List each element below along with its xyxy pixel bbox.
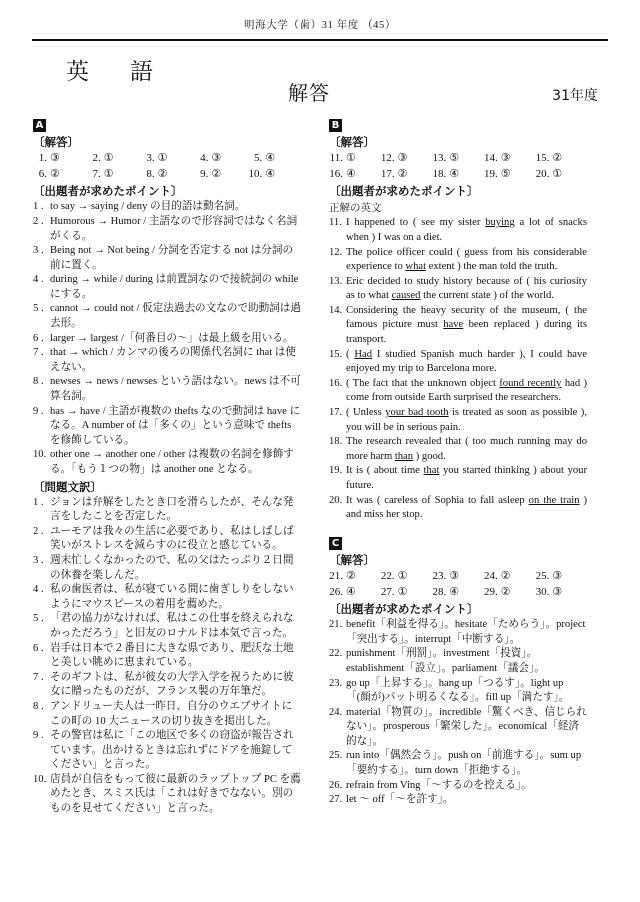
answer-cell-22 (381, 569, 433, 585)
answer-number: 30. (535, 585, 550, 598)
answer-cell-15 (535, 151, 587, 167)
answer-row (329, 585, 587, 601)
answer-row (33, 167, 302, 183)
answer-row (329, 151, 587, 167)
answer-choice: ④ (449, 585, 460, 598)
point-item-text: It was ( careless of Sophia to fall asleep on the train ) and miss her stop. (346, 494, 587, 521)
translation-item-text: ユーモアは我々の生活に必要であり、私はしばしば笑いがストレスを減らすのに役立と感じている。 (50, 525, 294, 552)
point-item (33, 273, 302, 302)
answer-cell-23 (432, 569, 484, 585)
point-item-text: newses → news / newses という語はない。news は不可算名詞。 (50, 376, 301, 403)
answer-cell-24 (484, 569, 536, 585)
point-item (329, 377, 587, 406)
point-item-text: It is ( about time that you started thinking ) about your future. (346, 465, 587, 492)
point-item-text: go up「上昇する」。hang up「つるす」。light up「(顔が)パット明るくなる」。fill up「満たす」。 (346, 677, 570, 704)
year-label: 31年度 (552, 88, 598, 104)
answer-number: 28. (432, 585, 447, 598)
point-item-label: 7 . (33, 347, 44, 359)
translation-item-text: 「君の協力がなければ、私はこの仕事を終えられなかっただろう」と旧友のロナルドは本気で言った。 (50, 613, 294, 639)
point-item-text: material「物質の」。incredible「驚くべき、信じられない」。prosperous「繁栄した」。economical「経済的な」。 (346, 706, 587, 747)
point-item-label: 2 . (33, 215, 44, 227)
point-item (329, 348, 587, 377)
column-right (310, 115, 587, 808)
answer-cell-1 (33, 151, 87, 167)
answer-choice: ③ (211, 152, 222, 165)
point-item (33, 448, 302, 477)
section-c-points-heading: 〔出題者が求めたポイント〕 (329, 602, 479, 617)
point-item-text: run into「偶然会う」。push on「前進する」。sum up「要約する」。turn down「拒絶する」。 (346, 750, 582, 777)
answer-cell-11 (329, 151, 381, 167)
answer-cell-20 (535, 167, 587, 183)
answer-number: 3. (146, 152, 155, 165)
answer-choice: ① (397, 585, 408, 598)
answer-number: 20. (535, 167, 550, 180)
answer-choice: ③ (397, 152, 408, 165)
point-item (329, 275, 587, 304)
point-item-label: 18. (329, 436, 343, 448)
section-a-translation-heading: 〔問題文訳〕 (33, 479, 102, 494)
translation-item-text: 私の歯医者は、私が寝ている間に歯ぎしりをしないようにマウスピースの着用を薦めた。 (50, 584, 294, 610)
point-item-label: 22. (329, 648, 343, 660)
translation-item (33, 525, 302, 554)
answer-number: 26. (329, 585, 343, 598)
section-b-answers-heading: 〔解答〕 (329, 135, 375, 150)
answer-choice: ① (397, 570, 408, 583)
point-item-label: 20. (329, 494, 343, 506)
point-item-label: 25. (329, 750, 343, 762)
column-left (33, 115, 310, 817)
point-item-label: 11. (329, 217, 342, 229)
answer-number: 16. (329, 167, 343, 180)
translation-item-label: 5 . (33, 613, 44, 625)
point-item (33, 405, 302, 449)
translation-item (33, 554, 302, 583)
point-item (329, 406, 587, 435)
section-marker-c: C (329, 537, 342, 550)
answer-number: 23. (432, 570, 447, 583)
answer-row (329, 569, 587, 585)
point-item-text: benefit「利益を得る」。hesitate「ためらう」。project「突出する」。interrupt「中断する」。 (346, 619, 586, 645)
point-item-text: has → have / 主語が複数の thefts なので動詞は have になる。A number of は「多くの」という意味で thefts を修飾している。 (50, 405, 301, 446)
answer-cell-8 (141, 167, 195, 183)
section-c-points-list (329, 618, 587, 808)
translation-item (33, 496, 302, 525)
answer-number: 18. (432, 167, 447, 180)
answer-cell-26 (329, 585, 381, 601)
translation-item (33, 612, 302, 641)
translation-item-label: 2 . (33, 525, 44, 537)
answer-choice: ② (50, 167, 60, 180)
point-item (329, 706, 587, 750)
answer-cell-16 (329, 167, 381, 183)
translation-item-label: 3 . (33, 554, 44, 566)
page-title: 英 語 (66, 59, 162, 85)
answer-choice: ② (552, 152, 563, 165)
point-item (329, 464, 587, 493)
answer-choice: ④ (265, 152, 276, 165)
point-item-text: Considering the heavy security of the museum, ( the famous picture must have been replaced ) during its transport. (346, 304, 587, 346)
point-item-label: 27. (329, 794, 343, 806)
answer-cell-5 (248, 151, 302, 167)
answer-choice: ② (500, 570, 511, 583)
point-item-label: 26. (329, 779, 343, 791)
point-item (329, 647, 587, 676)
point-item-label: 3 . (33, 245, 44, 257)
point-item-text: ( Unless your bad tooth is treated as soon as possible ), you will be in serious pain. (346, 407, 587, 433)
point-item-text: punishment「刑罰」。investment「投資」。establishment「設立」。parliament「議会」。 (346, 648, 545, 674)
section-b-points-heading: 〔出題者が求めたポイント〕 (329, 184, 479, 199)
answer-number: 6. (38, 167, 47, 180)
point-item-text: Humorous → Humor / 主語なので形容詞ではなく名詞がくる。 (50, 215, 298, 242)
answer-number: 8. (146, 167, 155, 180)
two-column-body (33, 115, 607, 817)
point-item-label: 4 . (33, 274, 44, 286)
point-item-text: let 〜 off「〜を許す」。 (346, 794, 454, 806)
answer-choice: ① (552, 167, 563, 180)
point-item-text: other one → another one / other は複数の名詞を修飾する。「もう１つの物」は another one となる。 (50, 449, 294, 476)
answer-number: 11. (329, 152, 343, 165)
answer-cell-13 (432, 151, 484, 167)
answer-number: 1. (38, 152, 47, 165)
section-c-answer-key (329, 569, 587, 600)
translation-item (33, 583, 302, 612)
answer-cell-30 (535, 585, 587, 601)
translation-item-label: 1 . (33, 496, 44, 508)
point-item-label: 16. (329, 377, 343, 389)
answer-cell-29 (484, 585, 536, 601)
point-item-text: ( Had I studied Spanish much harder ), I could have enjoyed my trip to Barcelona more. (346, 348, 587, 375)
answer-number: 15. (535, 152, 550, 165)
point-item-label: 10. (33, 449, 47, 461)
answer-cell-3 (141, 151, 195, 167)
answer-number: 7. (92, 167, 101, 180)
point-item-label: 6 . (33, 332, 44, 344)
point-item (329, 677, 587, 706)
section-a-points-heading: 〔出題者が求めたポイント〕 (33, 184, 183, 199)
point-item-label: 24. (329, 706, 343, 718)
answer-choice: ② (211, 167, 222, 180)
running-head: 明海大学（歯）31 年度 （45） (244, 20, 396, 31)
answer-heading: 解答 (288, 81, 330, 105)
point-item (329, 435, 587, 464)
translation-item-label: 9 . (33, 730, 44, 742)
answer-cell-21 (329, 569, 381, 585)
answer-number: 17. (380, 167, 395, 180)
answer-cell-7 (87, 167, 141, 183)
point-item (329, 793, 587, 808)
translation-item-text: 岩手は日本で２番目に大きな県であり、肥沃な土地と美しい眺めに恵まれている。 (50, 642, 294, 669)
translation-item-label: 10. (33, 773, 47, 785)
point-item-label: 5 . (33, 303, 44, 315)
answer-choice: ① (103, 167, 114, 180)
translation-item-label: 6 . (33, 642, 44, 654)
answer-cell-9 (194, 167, 248, 183)
answer-choice: ④ (265, 167, 276, 180)
answer-number: 12. (380, 152, 395, 165)
point-item (33, 346, 302, 375)
answer-cell-25 (535, 569, 587, 585)
point-item-label: 17. (329, 407, 343, 419)
answer-choice: ① (157, 152, 168, 165)
point-item-text: The research revealed that ( too much running may do more harm than ) good. (346, 436, 587, 462)
answer-number: 5. (253, 152, 263, 165)
point-item-text: cannot → could not / 仮定法過去の文なので助動詞は過去形。 (50, 303, 301, 330)
point-item-label: 9 . (33, 405, 44, 417)
answer-choice: ② (500, 585, 511, 598)
point-item-text: ( The fact that the unknown object found recently had ) come from outside Earth surprised the researchers. (346, 377, 587, 404)
point-item (33, 244, 302, 273)
point-item-text: during → while / during は前置詞なので接続詞の while にする。 (50, 274, 299, 300)
answer-number: 24. (484, 570, 498, 583)
answer-cell-14 (484, 151, 536, 167)
point-item (33, 200, 302, 215)
section-marker-a: A (33, 119, 46, 132)
translation-item-text: その警官は私に「この地区で多くの窃盗が報告されています。出かけるときは忘れずにドアを施錠してください」と言った。 (50, 730, 294, 771)
answer-choice: ⑤ (449, 152, 460, 165)
section-b-answer-key (329, 151, 587, 182)
answer-number: 22. (380, 570, 395, 583)
answer-choice: ④ (346, 167, 356, 180)
point-item-text: Eric decided to study history because of ( his curiosity as to what caused the current state ) of the world. (346, 275, 587, 302)
answer-cell-2 (87, 151, 141, 167)
answer-cell-10 (248, 167, 302, 183)
point-item (329, 304, 587, 348)
answer-choice: ③ (500, 152, 511, 165)
correct-english-note: 正解の英文 (329, 202, 382, 215)
answer-choice: ② (157, 167, 168, 180)
section-a-answer-key (33, 151, 302, 182)
point-item (329, 618, 587, 647)
section-a-points-list (33, 200, 302, 477)
answer-cell-4 (194, 151, 248, 167)
answer-number: 13. (432, 152, 447, 165)
answer-number: 29. (484, 585, 498, 598)
translation-item-label: 4 . (33, 584, 44, 596)
answer-number: 19. (484, 167, 498, 180)
translation-item-text: アンドリュー夫人は一昨日、自分のウエブサイトにこの町の 10 大ニュースの切り抜きを掲出した。 (50, 700, 293, 727)
point-item-text: that → which / カンマの後ろの関係代名詞に that は使えない。 (50, 347, 296, 373)
point-item-text: refrain from Ving「〜するのを控える」。 (346, 779, 532, 791)
point-item-label: 13. (329, 275, 343, 287)
answer-choice: ① (346, 152, 356, 165)
section-a-translation-list (33, 496, 302, 817)
section-b-points-list (329, 216, 587, 522)
point-item (33, 332, 302, 347)
answer-row (33, 151, 302, 167)
answer-choice: ④ (346, 585, 356, 598)
translation-item (33, 700, 302, 729)
answer-number: 4. (200, 152, 209, 165)
point-item-text: The police officer could ( guess from his considerable experience to what extent ) the man told the truth. (346, 246, 587, 273)
translation-item (33, 729, 302, 773)
point-item-text: larger → largest /「何番目の〜」は最上級を用いる。 (50, 332, 294, 344)
point-item (329, 779, 587, 794)
section-marker-b: B (329, 119, 342, 132)
answer-number: 25. (535, 570, 550, 583)
answer-choice: ③ (50, 152, 60, 165)
point-item (33, 375, 302, 404)
answer-choice: ③ (552, 570, 563, 583)
title-block (40, 41, 600, 115)
answer-number: 10. (248, 167, 263, 180)
answer-choice: ② (346, 570, 356, 583)
answer-cell-6 (33, 167, 87, 183)
section-a-answers-heading: 〔解答〕 (33, 135, 79, 150)
answer-cell-12 (381, 151, 433, 167)
point-item (33, 215, 302, 244)
answer-choice: ④ (449, 167, 460, 180)
answer-cell-27 (381, 585, 433, 601)
point-item (329, 246, 587, 275)
answer-cell-19 (484, 167, 536, 183)
point-item-label: 12. (329, 246, 343, 258)
point-item-label: 14. (329, 304, 343, 316)
translation-item (33, 642, 302, 671)
answer-cell-28 (432, 585, 484, 601)
translation-item-text: 店員が自信をもって彼に最新のラップトップ PC を薦めたとき、スミス氏は「これは好きでなない。別のものを見せてください」と言った。 (50, 773, 301, 815)
point-item (329, 494, 587, 523)
point-item-label: 15. (329, 348, 343, 360)
translation-item-text: ジョンは弁解をしたとき口を滑らしたが、そんな発言をしたことを否定した。 (50, 496, 294, 523)
point-item-label: 23. (329, 677, 343, 689)
answer-choice: ⑤ (500, 167, 511, 180)
answer-cell-17 (381, 167, 433, 183)
translation-item (33, 773, 302, 817)
point-item-text: Being not → Not being / 分詞を否定する not は分詞の前に置く。 (50, 245, 294, 271)
section-c-answers-heading: 〔解答〕 (329, 553, 375, 568)
answer-choice: ③ (552, 585, 563, 598)
translation-item-label: 8 . (33, 700, 44, 712)
answer-number: 9. (200, 167, 209, 180)
point-item-text: I happened to ( see my sister buying a lot of snacks when ) I was on a diet. (346, 217, 587, 243)
answer-row (329, 167, 587, 183)
answer-number: 2. (92, 152, 101, 165)
point-item-label: 1 . (33, 201, 44, 213)
answer-choice: ③ (449, 570, 460, 583)
point-item-text: to say → saying / deny の目的語は動名詞。 (50, 201, 246, 213)
translation-item-text: 週末忙しくなかったので、私の父はたっぷり２日間の休養を楽しんだ。 (50, 554, 294, 581)
point-item (33, 302, 302, 331)
translation-item-text: そのギフトは、私が彼女の大学入学を祝うために彼女に贈ったものだが、フランス製の万年筆だ。 (50, 671, 294, 698)
point-item (329, 749, 587, 778)
point-item-label: 21. (329, 619, 343, 631)
translation-item (33, 671, 302, 700)
point-item-label: 19. (329, 465, 343, 477)
point-item-label: 8 . (33, 376, 44, 388)
answer-cell-18 (432, 167, 484, 183)
answer-number: 14. (484, 152, 498, 165)
point-item (329, 216, 587, 245)
answer-number: 21. (329, 570, 343, 583)
translation-item-label: 7 . (33, 671, 44, 683)
answer-number: 27. (380, 585, 395, 598)
answer-choice: ① (103, 152, 114, 165)
answer-choice: ② (397, 167, 408, 180)
